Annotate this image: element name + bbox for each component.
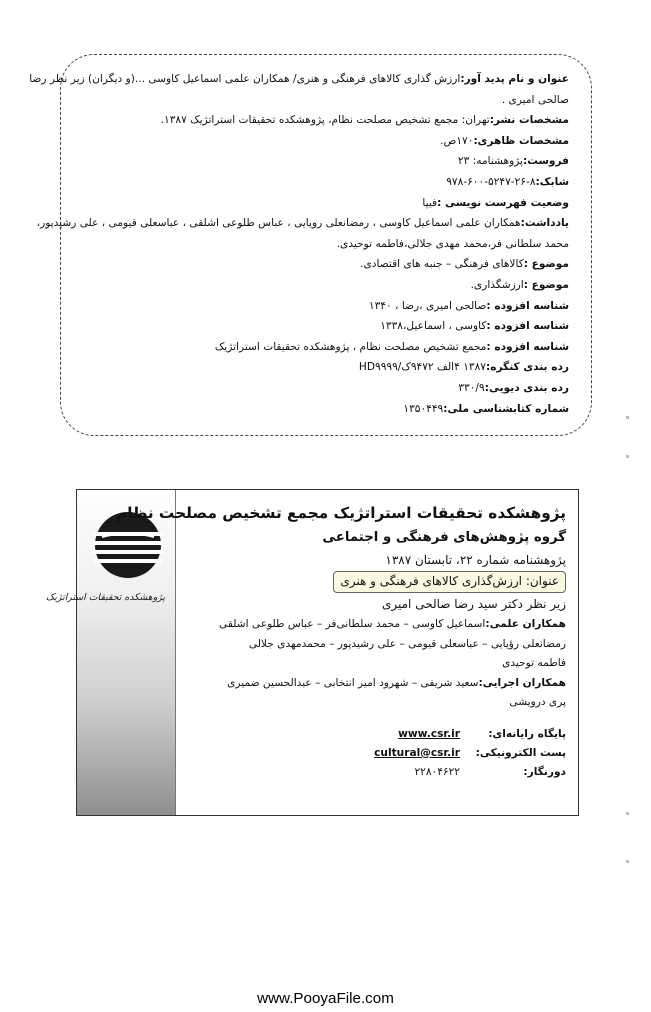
footer-website-link[interactable]: www.PooyaFile.com	[257, 990, 394, 1007]
executive-collaborators-label: همکاران اجرایی:	[478, 676, 566, 689]
research-group-title: گروه پژوهش‌های فرهنگی و اجتماعی	[322, 530, 566, 545]
logo-caption: پژوهشکده تحقیقات استراتژیک	[45, 592, 165, 603]
cip-dewey-classification-line: رده بندی دیویی:۳۳۰/۹	[458, 381, 569, 394]
website-row	[190, 725, 566, 744]
cip-added-entry-line: شناسه افزوده :صالحی امیری ،رضا ، ۱۳۴۰	[368, 299, 569, 312]
email-row	[190, 744, 566, 763]
scan-artifact	[626, 416, 629, 419]
fax-label: دورنگار:	[523, 765, 566, 778]
email-label: پست الکترونیکی:	[475, 746, 566, 759]
email-link[interactable]: cultural@csr.ir	[374, 746, 460, 759]
cip-subject-line: موضوع :کالاهای فرهنگی – جنبه های اقتصادی.	[360, 258, 569, 271]
scan-artifact	[626, 812, 629, 815]
institute-info-card	[45, 489, 579, 816]
cip-added-entry-line: شناسه افزوده :مجمع تشخیص مصلحت نظام ، پژوهشکده تحقیقات استراتژیک	[214, 340, 569, 353]
executive-collaborators-line2: پری درویشی	[509, 696, 566, 708]
cip-note-line-continued: محمد سلطانی فر،محمد مهدی جلالی،فاطمه توحیدی.	[336, 237, 569, 250]
website-label: پایگاه رایانه‌ای:	[488, 727, 566, 740]
website-link[interactable]: www.csr.ir	[398, 727, 460, 740]
cip-lc-classification-line: رده بندی کنگره:۱۳۸۷ ۴الف ۹۴۷۲ک/HD۹۹۹۹	[358, 361, 569, 374]
scan-artifact	[626, 455, 629, 458]
cip-title-line-continued: صالحی امیری .	[501, 93, 569, 106]
issue-info: پژوهشنامه شماره ۲۲، تابستان ۱۳۸۷	[385, 553, 566, 567]
cip-note-line: یادداشت:همکاران علمی اسماعیل کاوسی ، رمضانعلی رویایی ، عباس طلوعی اشلقی ، عباسعلی قیومی ، علی رشیدپور،	[36, 217, 569, 230]
cip-physical-line: مشخصات ظاهری:۱۷۰ص.	[440, 134, 569, 147]
executive-collaborators-text: سعید شریفی – شهرود امیر انتخابی – عبدالحسین ضمیری	[227, 676, 479, 689]
supervisor-line: زیر نظر دکتر سید رضا صالحی امیری	[381, 597, 566, 611]
cip-series-line: فروست:پژوهشنامه: ۲۳	[457, 155, 569, 168]
cip-subject-line: موضوع :ارزشگذاری.	[470, 278, 569, 291]
cip-added-entry-line: شناسه افزوده :کاوسی ، اسماعیل،۱۳۳۸	[380, 320, 569, 333]
fax-value: ۲۲۸۰۴۶۲۲	[414, 765, 460, 778]
cip-national-bibliography-line: شماره کتابشناسی ملی:۱۳۵۰۴۴۹	[403, 402, 569, 415]
subject-box: عنوان: ارزش‌گذاری کالاهای فرهنگی و هنری	[333, 571, 566, 593]
cip-title-line: عنوان و نام پدید آور:ارزش گذاری کالاهای فرهنگی و هنری/ همکاران علمی اسماعیل کاوسی ...(و دیگران) زیر نظر رضا	[29, 73, 569, 85]
card-text-panel	[115, 490, 578, 815]
cip-isbn-line: شابک:۸-۲۶-۵۲۴۷-۶۰۰-۹۷۸	[446, 175, 569, 188]
cip-status-line: وضعیت فهرست نویسی :فیپا	[422, 196, 569, 209]
contact-info	[190, 725, 566, 782]
scan-artifact	[626, 860, 629, 863]
institute-title: پژوهشکده تحقیقات استراتژیک مجمع تشخیص مصلحت نظام	[115, 504, 566, 522]
cip-publication-line: مشخصات نشر:تهران: مجمع تشخیص مصلحت نظام، پژوهشکده تحقیقات استراتژیک ۱۳۸۷.	[160, 114, 569, 127]
card-logo-panel	[45, 490, 176, 815]
scientific-collaborators-line2: رمضانعلی رؤیایی – عباسعلی قیومی – علی رشیدپور – محمدمهدی جلالی	[248, 637, 566, 650]
scientific-collaborators-label: همکاران علمی:	[485, 618, 566, 630]
scientific-collaborators-line3: فاطمه توحیدی	[502, 657, 566, 669]
executive-collaborators	[190, 674, 566, 713]
cip-catalog-box	[29, 54, 592, 436]
fax-row	[190, 763, 566, 782]
scientific-collaborators-text: اسماعیل کاوسی – محمد سلطانی‌فر – عباس طلوعی اشلقی	[219, 618, 486, 630]
scientific-collaborators	[190, 615, 566, 674]
